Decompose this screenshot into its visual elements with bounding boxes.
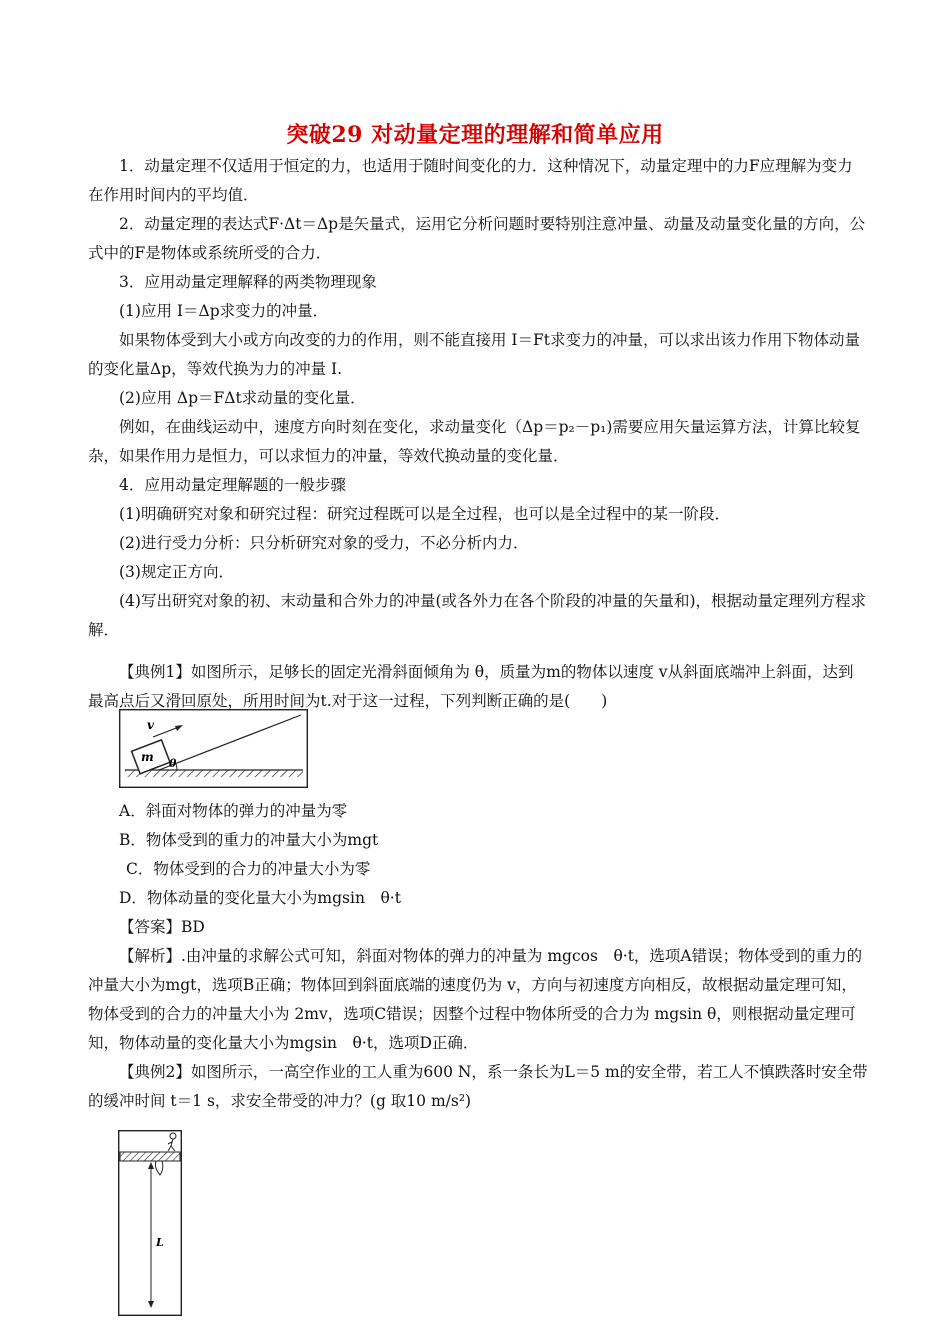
incline-line xyxy=(159,715,301,770)
velocity-arrow xyxy=(153,727,179,737)
length-label: L xyxy=(156,1236,164,1249)
paragraph-2: 2．动量定理的表达式F·Δt＝Δp是矢量式，运用它分析问题时要特别注意冲量、动量及动量变化量的方向，公式中的F是物体或系统所受的合力． xyxy=(88,215,866,262)
safety-belt-figure xyxy=(118,1130,182,1316)
paragraph-1: 1．动量定理不仅适用于恒定的力，也适用于随时间变化的力．这种情况下，动量定理中的力F应理解为变力在作用时间内的平均值． xyxy=(88,157,853,204)
paragraph-4: (1)应用 I＝Δp求变力的冲量． xyxy=(119,302,329,320)
example2-question: 【典例2】如图所示，一高空作业的工人重为600 N，系一条长为L＝5 m的安全带，若工人不慎跌落时安全带的缓冲时间 t＝1 s，求安全带受的冲力？(g 取10 m/s²) xyxy=(88,1063,868,1110)
paragraph-3: 3．应用动量定理解释的两类物理现象 xyxy=(119,273,377,291)
option-c: C．物体受到的合力的冲量大小为零 xyxy=(126,860,371,878)
option-b: B．物体受到的重力的冲量大小为mgt xyxy=(119,831,379,849)
velocity-label: v xyxy=(147,718,154,732)
analysis: 【解析】.由冲量的求解公式可知，斜面对物体的弹力的冲量为 mgcos θ·t，选项A错误；物体受到的重力的冲量大小为mgt，选项B正确；物体回到斜面底端的速度仍为 v，方向与初速度方向相反，故根据动量定理可知，物体受到的合力的冲量大小为 2mv，选项C错误；因整个过程中物体所受的合力为 mgsin θ，则根据动量定理可知，物体动量的变化量大小为mgsin θ·t，选项D正确． xyxy=(88,947,863,1052)
incline-figure xyxy=(119,709,308,788)
length-arrow-top xyxy=(148,1162,154,1169)
paragraph-11: (3)规定正方向． xyxy=(119,563,234,581)
paragraph-9: (1)明确研究对象和研究过程：研究过程既可以是全过程，也可以是全过程中的某一阶段． xyxy=(119,505,730,523)
velocity-arrowhead xyxy=(175,725,183,731)
example1-question: 【典例1】如图所示，足够长的固定光滑斜面倾角为 θ，质量为m的物体以速度 v从斜面底端冲上斜面，达到最高点后又滑回原处，所用时间为t.对于这一过程，下列判断正确的是( ) xyxy=(88,663,854,710)
answer: 【答案】BD xyxy=(119,918,205,936)
ground-hatch xyxy=(125,770,303,777)
paragraph-8: 4．应用动量定理解题的一般步骤 xyxy=(119,476,346,494)
platform xyxy=(120,1152,180,1161)
paragraph-5: 如果物体受到大小或方向改变的力的作用，则不能直接用 I＝Ft求变力的冲量，可以求出该力作用下物体动量的变化量Δp，等效代换为力的冲量 I. xyxy=(88,331,861,378)
option-a: A．斜面对物体的弹力的冲量为零 xyxy=(119,802,348,820)
paragraph-12: (4)写出研究对象的初、末动量和合外力的冲量(或各外力在各个阶段的冲量的矢量和)，根据动量定理列方程求解． xyxy=(88,592,867,639)
safety-belt xyxy=(155,1161,162,1175)
paragraph-10: (2)进行受力分析：只分析研究对象的受力，不必分析内力． xyxy=(119,534,529,552)
paragraph-7: 例如，在曲线运动中，速度方向时刻在变化，求动量变化（Δp＝p₂－p₁)需要应用矢量运算方法，计算比较复杂，如果作用力是恒力，可以求恒力的冲量，等效代换动量的变化量． xyxy=(88,418,861,465)
length-arrow-bottom xyxy=(148,1301,154,1308)
mass-label: m xyxy=(141,750,154,764)
paragraph-6: (2)应用 Δp＝FΔt求动量的变化量． xyxy=(119,389,366,407)
page-title: 突破29 对动量定理的理解和简单应用 xyxy=(286,122,664,148)
angle-label: θ xyxy=(169,757,177,770)
option-d: D．物体动量的变化量大小为mgsin θ·t xyxy=(119,889,401,907)
worker-head xyxy=(170,1133,176,1139)
